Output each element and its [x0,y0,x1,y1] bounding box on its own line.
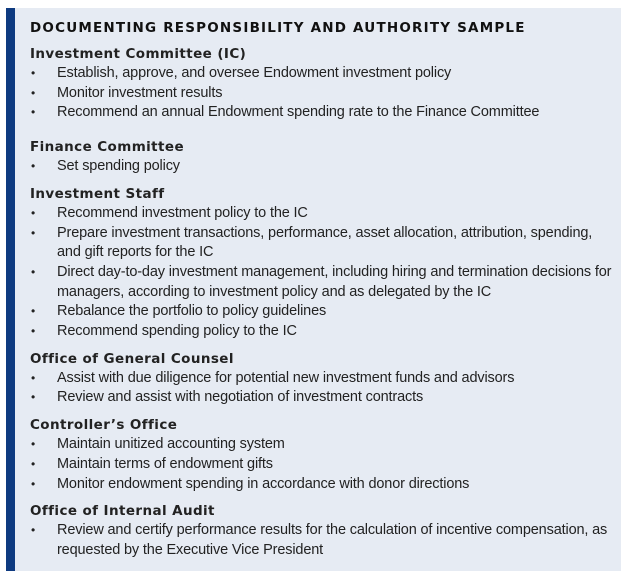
bullet-icon: • [31,105,36,120]
list-item [30,521,615,560]
item-list [30,369,615,408]
bullet-icon: • [31,476,36,491]
panel-title: DOCUMENTING RESPONSIBILITY AND AUTHORITY SAMPLE [30,20,526,36]
list-item [30,302,615,322]
bullet-icon: • [31,85,36,100]
list-item [30,388,615,408]
spacer [30,177,615,184]
list-item [30,103,615,123]
list-item [30,64,615,84]
spacer [30,408,615,415]
item-list [30,435,615,494]
list-item [30,455,615,475]
bullet-icon: • [31,66,36,80]
bullet-icon: • [31,370,36,385]
item-text: Maintain unitized accounting system [57,436,285,453]
item-text: Maintain terms of endowment gifts [57,455,273,472]
list-item [30,224,615,263]
list-item [30,475,615,495]
list-item [30,369,615,389]
item-text: Prepare investment transactions, performance, asset allocation, attribution, spending, and gift reports for the IC [57,224,593,261]
item-text: Establish, approve, and oversee Endowment investment policy [57,65,452,81]
item-list [30,157,615,177]
list-item [30,157,615,177]
section-investment-staff [30,184,615,342]
bullet-icon: • [31,205,36,220]
list-item [30,435,615,455]
item-text: Recommend investment policy to the IC [57,204,308,221]
bullet-icon: • [31,159,36,174]
section-general-counsel [30,349,615,408]
item-text: Assist with due diligence for potential new investment funds and advisors [57,369,515,386]
item-text: Monitor investment results [57,84,223,101]
spacer [30,123,615,137]
spacer [30,494,615,501]
section-heading: Office of General Counsel [30,350,234,367]
section-heading: Investment Staff [30,185,165,202]
spacer [30,342,615,349]
bullet-icon: • [31,225,36,240]
bullet-icon: • [31,304,36,319]
section-investment-committee [30,44,615,123]
item-text: Recommend an annual Endowment spending rate to the Finance Committee [57,104,540,121]
item-text: Direct day-to-day investment management, including hiring and termination decisions for managers, according to investment policy and as delegated by the IC [57,263,612,300]
bullet-icon: • [31,456,36,471]
list-item [30,322,615,342]
responsibility-panel [6,8,621,571]
list-item [30,204,615,224]
section-controllers-office [30,415,615,494]
item-text: Review and assist with negotiation of investment contracts [57,389,424,406]
item-text: Rebalance the portfolio to policy guidelines [57,303,327,320]
section-heading: Investment Committee (IC) [30,46,247,62]
item-list [30,64,615,123]
item-text: Monitor endowment spending in accordance with donor directions [57,475,470,492]
item-text: Recommend spending policy to the IC [57,323,297,340]
list-item [30,84,615,104]
bullet-icon: • [31,523,36,538]
item-text: Review and certify performance results for the calculation of incentive compensation, as requested by the Executive Vice President [57,522,608,558]
bullet-icon: • [31,324,36,339]
section-finance-committee [30,137,615,177]
item-text: Set spending policy [57,158,180,175]
bullet-icon: • [31,390,36,405]
section-internal-audit [30,501,615,560]
panel-content [30,18,615,561]
accent-bar [6,8,15,571]
bullet-icon: • [31,437,36,452]
item-list [30,521,615,560]
section-heading: Controller’s Office [30,417,178,434]
section-heading: Finance Committee [30,139,185,156]
bullet-icon: • [31,264,36,279]
section-heading: Office of Internal Audit [30,503,215,520]
item-list [30,204,615,342]
list-item [30,263,615,302]
